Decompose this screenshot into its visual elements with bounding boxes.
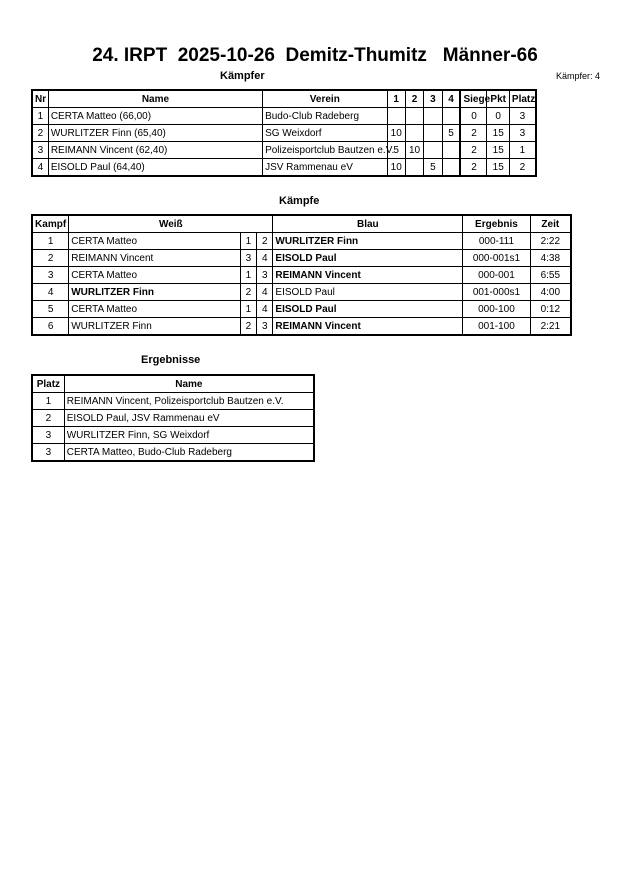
table-row [32, 233, 571, 250]
fighter-siege: 2 [460, 159, 487, 177]
col-verein: Verein [263, 90, 387, 108]
fighter-r4: 5 [442, 125, 460, 142]
bout-ergebnis: 001-000s1 [463, 284, 530, 301]
fighter-r3: 5 [424, 159, 442, 177]
fighter-name: CERTA Matteo (66,00) [48, 108, 262, 125]
col-pkt: Pkt [487, 90, 509, 108]
fighter-nr: 4 [32, 159, 48, 177]
table-row [32, 427, 314, 444]
result-name: WURLITZER Finn, SG Weixdorf [64, 427, 314, 444]
bout-zeit: 2:22 [530, 233, 571, 250]
fighter-count: Kämpfer: 4 [555, 71, 600, 81]
fighter-r2: 10 [405, 142, 423, 159]
fighter-verein: Polizeisportclub Bautzen e.V. [263, 142, 387, 159]
bout-ergebnis: 000-100 [463, 301, 530, 318]
bout-weiss: CERTA Matteo [69, 301, 240, 318]
fighter-r3 [424, 125, 442, 142]
bout-blau-nr: 2 [257, 233, 273, 250]
bout-weiss: REIMANN Vincent [69, 250, 240, 267]
fighters-section-label: Kämpfer [220, 70, 265, 82]
fighter-nr: 3 [32, 142, 48, 159]
fighter-r4 [442, 108, 460, 125]
col-platz: Platz [509, 90, 536, 108]
bout-blau: REIMANN Vincent [273, 267, 463, 284]
fighter-pkt: 0 [487, 108, 509, 125]
fighter-r1: 10 [387, 125, 405, 142]
fighter-nr: 2 [32, 125, 48, 142]
col-siege: Siege [460, 90, 487, 108]
bout-weiss-nr: 2 [240, 318, 256, 336]
bout-weiss-nr: 3 [240, 250, 256, 267]
fighter-siege: 2 [460, 125, 487, 142]
fighter-r2 [405, 125, 423, 142]
bout-blau-nr: 4 [257, 284, 273, 301]
fighter-platz: 1 [509, 142, 536, 159]
table-row [32, 125, 536, 142]
result-name: CERTA Matteo, Budo-Club Radeberg [64, 444, 314, 462]
fighter-r2 [405, 159, 423, 177]
fighter-r1 [387, 108, 405, 125]
col-name: Name [48, 90, 262, 108]
bout-ergebnis: 000-001s1 [463, 250, 530, 267]
fighters-header-row [32, 90, 536, 108]
bouts-section-label: Kämpfe [279, 195, 320, 207]
fighter-platz: 3 [509, 108, 536, 125]
result-platz: 2 [32, 410, 64, 427]
result-platz: 1 [32, 393, 64, 410]
bout-blau-nr: 3 [257, 267, 273, 284]
col-r2: 2 [405, 90, 423, 108]
fighter-platz: 2 [509, 159, 536, 177]
table-row [32, 444, 314, 462]
col-platz: Platz [32, 375, 64, 393]
bout-kampf: 2 [32, 250, 69, 267]
bout-kampf: 1 [32, 233, 69, 250]
fighter-r2 [405, 108, 423, 125]
table-row [32, 410, 314, 427]
col-ergebnis: Ergebnis [463, 215, 530, 233]
bout-blau: EISOLD Paul [273, 284, 463, 301]
bout-blau-nr: 4 [257, 301, 273, 318]
fighter-platz: 3 [509, 125, 536, 142]
fighter-pkt: 15 [487, 142, 509, 159]
fighter-r1: 10 [387, 159, 405, 177]
fighter-siege: 0 [460, 108, 487, 125]
fighters-table [31, 89, 537, 177]
table-row [32, 142, 536, 159]
bout-weiss-nr: 1 [240, 233, 256, 250]
col-nr: Nr [32, 90, 48, 108]
bout-zeit: 4:38 [530, 250, 571, 267]
bout-weiss: CERTA Matteo [69, 233, 240, 250]
bout-ergebnis: 000-111 [463, 233, 530, 250]
col-blau: Blau [273, 215, 463, 233]
bout-ergebnis: 000-001 [463, 267, 530, 284]
bout-blau: EISOLD Paul [273, 250, 463, 267]
fighter-nr: 1 [32, 108, 48, 125]
result-name: REIMANN Vincent, Polizeisportclub Bautzen e.V. [64, 393, 314, 410]
results-header-row [32, 375, 314, 393]
page-title: 24. IRPT 2025-10-26 Demitz-Thumitz Männer-66 [92, 45, 538, 66]
col-r1: 1 [387, 90, 405, 108]
bout-ergebnis: 001-100 [463, 318, 530, 336]
bout-blau: WURLITZER Finn [273, 233, 463, 250]
fighter-r1: 5 [387, 142, 405, 159]
bout-zeit: 0:12 [530, 301, 571, 318]
bout-blau-nr: 3 [257, 318, 273, 336]
bout-kampf: 5 [32, 301, 69, 318]
fighter-siege: 2 [460, 142, 487, 159]
table-row [32, 250, 571, 267]
fighter-r4 [442, 159, 460, 177]
bout-weiss-nr: 1 [240, 301, 256, 318]
table-row [32, 393, 314, 410]
col-r4: 4 [442, 90, 460, 108]
bout-zeit: 6:55 [530, 267, 571, 284]
fighter-verein: Budo-Club Radeberg [263, 108, 387, 125]
fighter-name: WURLITZER Finn (65,40) [48, 125, 262, 142]
result-platz: 3 [32, 427, 64, 444]
result-platz: 3 [32, 444, 64, 462]
bout-weiss-nr: 1 [240, 267, 256, 284]
fighter-name: REIMANN Vincent (62,40) [48, 142, 262, 159]
bout-kampf: 6 [32, 318, 69, 336]
bout-kampf: 4 [32, 284, 69, 301]
table-row [32, 301, 571, 318]
fighter-r3 [424, 142, 442, 159]
fighter-verein: SG Weixdorf [263, 125, 387, 142]
results-section-label: Ergebnisse [141, 354, 201, 366]
results-table [31, 374, 315, 462]
bouts-header-row [32, 215, 571, 233]
fighter-r4 [442, 142, 460, 159]
bout-weiss: WURLITZER Finn [69, 284, 240, 301]
col-name: Name [64, 375, 314, 393]
col-zeit: Zeit [530, 215, 571, 233]
table-row [32, 108, 536, 125]
bout-weiss-nr: 2 [240, 284, 256, 301]
bout-zeit: 4:00 [530, 284, 571, 301]
fighter-name: EISOLD Paul (64,40) [48, 159, 262, 177]
fighter-r3 [424, 108, 442, 125]
bout-blau: REIMANN Vincent [273, 318, 463, 336]
fighter-pkt: 15 [487, 159, 509, 177]
bout-zeit: 2:21 [530, 318, 571, 336]
col-r3: 3 [424, 90, 442, 108]
table-row [32, 318, 571, 336]
fighter-pkt: 15 [487, 125, 509, 142]
bout-kampf: 3 [32, 267, 69, 284]
table-row [32, 159, 536, 177]
table-row [32, 284, 571, 301]
table-row [32, 267, 571, 284]
col-kampf: Kampf [32, 215, 69, 233]
bout-weiss: WURLITZER Finn [69, 318, 240, 336]
bout-blau-nr: 4 [257, 250, 273, 267]
fighter-verein: JSV Rammenau eV [263, 159, 387, 177]
col-weiss: Weiß [69, 215, 273, 233]
bout-blau: EISOLD Paul [273, 301, 463, 318]
bout-weiss: CERTA Matteo [69, 267, 240, 284]
result-name: EISOLD Paul, JSV Rammenau eV [64, 410, 314, 427]
bouts-table [31, 214, 572, 336]
